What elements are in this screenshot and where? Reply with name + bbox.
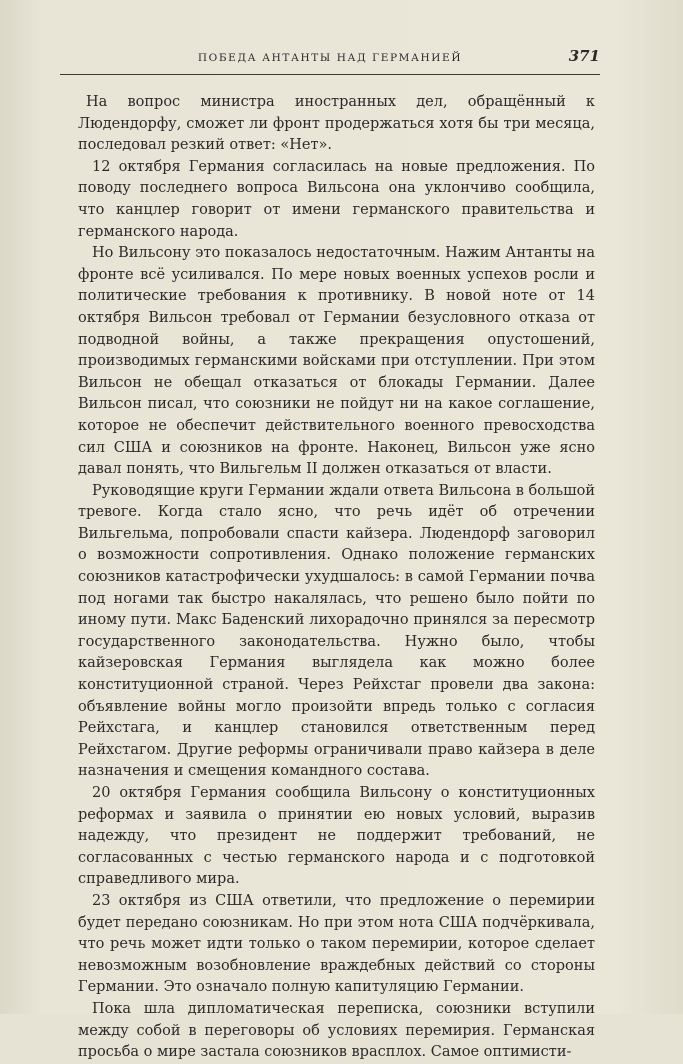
paragraph: На вопрос министра иностранных дел, обращённый к Людендорфу, сможет ли фронт продержаться хотя бы три месяца, последовал резкий ответ: «Нет». <box>78 94 595 154</box>
paragraph: 12 октября Германия согласилась на новые предложения. По поводу последнего вопроса Вильсона она уклончиво сообщила, что канцлер говорит от имени германского правительства и германского народа. <box>78 158 595 240</box>
paragraph: Но Вильсону это показалось недостаточным. Нажим Антанты на фронте всё усиливался. По мере новых военных успехов росли и политические требования к противнику. В новой ноте от 14 октября Вильсон требовал от Германии безусловного отказа от подводной войны, а также прекращения опустошений, производимых германскими войсками при отступлении. При этом Вильсон не обещал отказаться от блокады Германии. Далее Вильсон писал, что союзники не пойдут ни на какое соглашение, которое не обеспечит действительного военного превосходства сил США и союзников на фронте. Наконец, Вильсон уже ясно давал понять, что Вильгельм II должен отказаться от власти. <box>78 245 595 478</box>
page-number: 371 <box>568 47 600 65</box>
running-title: ПОБЕДА АНТАНТЫ НАД ГЕРМАНИЕЙ <box>197 52 463 64</box>
paragraph: 23 октября из США ответили, что предложение о перемирии будет передано союзникам. Но при этом нота США подчёркивала, что речь может идти только о таком перемирии, которое сделает невозможным возобновление враждебных действий со стороны Германии. Это означало полную капитуляцию Германии. <box>78 892 595 996</box>
paragraph: Руководящие круги Германии ждали ответа Вильсона в большой тревоге. Когда стало ясно, что речь идёт об отречении Вильгельма, попробовали спасти кайзера. Людендорф заговорил о возможности сопротивления. Однако положение германских союзников катастрофически ухудшалось: в самой Германии почва под ногами так быстро накалялась, что решено было пойти по иному пути. Макс Баденский лихорадочно принялся за пересмотр государственного законодательства. Нужно было, чтобы кайзеровская Германия выглядела как можно более конституционной страной. Через Рейхстаг провели два закона: объявление войны могло произойти впредь только с согласия Рейхстага, и канцлер становился ответственным перед Рейхстагом. Другие реформы ограничивали право кайзера в деле назначения и смещения командного состава. <box>78 482 595 780</box>
page-header <box>60 47 600 72</box>
header-rule <box>60 74 600 75</box>
body-text <box>78 92 595 1064</box>
paragraph: 20 октября Германия сообщила Вильсону о конституционных реформах и заявила о принятии ею новых условий, выразив надежду, что президент не поддержит требований, не согласованных с честью германского народа и с подготовкой справедливого мира. <box>78 785 595 888</box>
paragraph: Пока шла дипломатическая переписка, союзники вступили между собой в переговоры об условиях перемирия. Германская просьба о мире застала союзников врасплох. Самое оптимисти- <box>78 1000 595 1061</box>
